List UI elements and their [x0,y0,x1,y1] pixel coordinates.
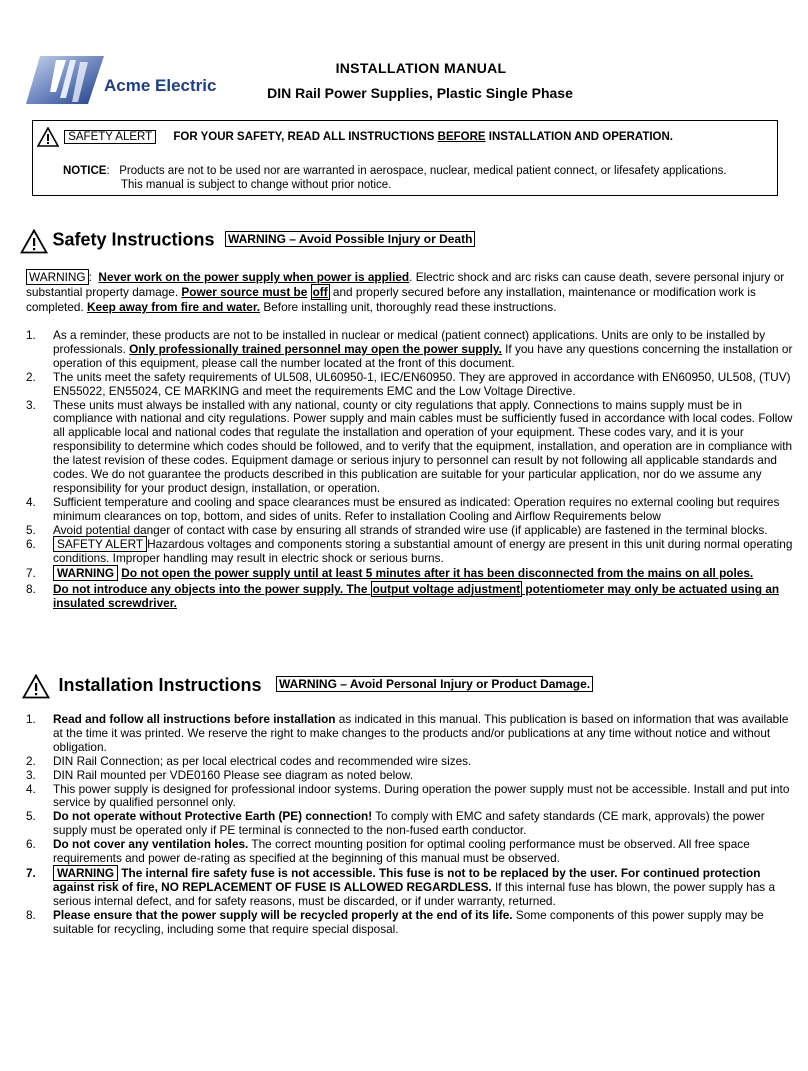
list-item [26,329,796,371]
intro-bold-1: Never work on the power supply when power is applied [98,270,410,284]
intro-text-1: . Electric shock and arc risks can cause death, severe personal injury or substantial property damage. [26,270,785,299]
list-item [26,371,796,399]
alert-text-pre: FOR YOUR SAFETY, READ ALL INSTRUCTIONS [173,131,438,144]
item-number: 6. [26,536,36,551]
item-text: Avoid potential danger of contact with case by ensuring all strands of stranded wire use (if applicable) are fastened in the terminal blocks. [53,522,768,537]
item-text: This power supply is designed for professional indoor systems. During operation the power supply must not be accessible. Install and put into service by qualified personnel only. [53,781,790,810]
intro-bold-3: Keep away from fire and water. [86,300,261,314]
item-number: 6. [26,837,36,852]
list-item [26,583,796,611]
item-text: Some components of this power supply may be suitable for recycling, including some that require special disposal. [53,907,764,936]
output-voltage-adjustment-label: output voltage adjustment [372,582,521,597]
item-bold: Do not cover any ventilation holes. [53,837,249,852]
notice-line-2: This manual is subject to change without prior notice. [121,179,392,191]
item-text: The units meet the safety requirements of UL508, UL60950-1, IEC/EN60950. They are approved in accordance with EN60950, UL508, (TUV) EN55022, EN55024, CE MARKING and meet the requirements EMC and the Low Voltage Directive. [53,369,791,398]
item-text: The correct mounting position for optimal cooling performance must be observed. All free space requirements and power de-rating as specified at the beginning of this manual must be observed. [53,837,750,866]
list-item [26,496,796,524]
list-item [26,867,796,909]
intro-bold-2: Power source must be [181,285,308,299]
safety-alert-box [32,120,778,196]
safety-heading-warning: WARNING – Avoid Possible Injury or Death [225,231,475,247]
item-number: 5. [26,809,36,824]
warning-badge: WARNING [53,865,118,881]
list-item [26,909,796,937]
document-subtitle: DIN Rail Power Supplies, Plastic Single Phase [267,85,573,101]
installation-heading-text: Installation Instructions [58,674,262,695]
notice-line-1: NOTICE: Products are not to be used nor are warranted in aerospace, nuclear, medical patient connect, or lifesafety applications. [63,165,727,177]
safety-list [26,329,796,611]
notice-label: NOTICE [63,165,107,177]
warning-badge: WARNING [26,269,89,285]
safety-alert-badge: SAFETY ALERT [64,130,156,144]
list-item [26,538,796,566]
installation-heading-warning: WARNING – Avoid Personal Injury or Product Damage. [276,676,593,692]
item-text: as indicated in this manual. This publication is based on information that was available at the time it was printed. We reserve the right to make changes to the products and/or publications at any time without notice and without obligation. [53,712,789,754]
item-bold: Do not introduce any objects into the power supply. The [53,582,371,597]
list-item [26,755,796,769]
intro-text-3: Before installing unit, thoroughly read these instructions. [260,300,557,314]
list-item [26,810,796,838]
intro-text-2: and properly secured before any installation, maintenance or modification work is completed. [26,285,756,314]
item-bold: Do not open the power supply until at least 5 minutes after it has been disconnected from the mains on all poles. [121,566,754,581]
installation-section-heading [22,674,593,699]
item-text: These units must always be installed with any national, county or city regulations that apply. Connections to mains supply must be in compliance with national and city regulations. Power supply and main cables must be sufficiently fused in accordance with local codes. Follow all applicable local and national codes that regulate the installation and operation of your equipment. These codes vary, and it is your responsibility to determine which codes should be followed, and to verify that the equipment, installation, and operation are in compliance with the latest revision of these codes. Equipment damage or serious injury to personnel can result by not following all applicable standards and codes. We do not guarantee the products described in this publication are suitable for your particular application, nor do we assume any responsibility for your product design, installation, or operation. [53,397,793,495]
logo-mark-icon [26,52,106,108]
list-item [26,713,796,755]
item-number: 3. [26,397,36,412]
item-bold: The internal fire safety fuse is not accessible. This fuse is not to be replaced by the user. For continued protection against risk of fire, NO REPLACEMENT OF FUSE IS ALLOWED REGARDLESS. [53,865,761,894]
safety-section-heading [20,229,475,254]
item-number: 8. [26,582,36,597]
item-text: If you have any questions concerning the installation or operation of this equipment, please call the number located at the front of this document. [53,341,793,370]
warning-triangle-icon [20,229,48,254]
item-number: 1. [26,328,36,342]
item-number: 2. [26,369,36,384]
item-number: 4. [26,781,36,796]
item-text: As a reminder, these products are not to be installed in nuclear or medical (patient connect) applications. Units are only to be installed by professionals. [53,328,766,356]
safety-intro-paragraph [26,270,791,315]
item-number: 7. [26,865,36,880]
list-item [26,399,796,496]
item-number: 4. [26,494,36,509]
item-number: 5. [26,522,36,537]
intro-colon: : [88,270,92,284]
notice-text-1: Products are not to be used nor are warranted in aerospace, nuclear, medical patient connect, or lifesafety applications. [119,165,727,177]
installation-list [26,713,796,937]
item-number: 1. [26,712,36,726]
list-item [26,769,796,783]
safety-heading-text: Safety Instructions [52,229,215,250]
document-title: INSTALLATION MANUAL [335,60,507,76]
warning-triangle-icon [22,674,50,699]
alert-text-post: INSTALLATION AND OPERATION. [485,131,673,144]
safety-alert-badge: SAFETY ALERT [53,536,147,552]
list-item [26,838,796,866]
item-text: To comply with EMC and safety standards (CE mark, approvals) the power supply must be operated only if PE terminal is connected to the non-fused earth conductor. [53,809,765,838]
list-item [26,783,796,811]
item-bold: Read and follow all instructions before installation [53,712,336,726]
item-bold: Please ensure that the power supply will be recycled properly at the end of its life. [53,907,513,922]
item-text: Sufficient temperature and cooling and space clearances must be ensured as indicated: Operation requires no external cooling but requires minimum clearances on top, bottom, and sides of units. Refer to installation Cooling and Airflow Requirements below [53,494,780,523]
item-number: 7. [26,566,36,581]
item-number: 3. [26,767,36,782]
company-logo [26,52,230,108]
item-number: 8. [26,907,36,922]
item-bold: potentiometer may only be actuated using an insulated screwdriver. [53,582,780,611]
intro-off: off [312,285,328,299]
safety-alert-line [37,127,673,147]
warning-triangle-icon [37,127,59,147]
item-bold: Only professionally trained personnel may open the power supply. [129,341,502,356]
item-bold: Do not operate without Protective Earth (PE) connection! [53,809,373,824]
warning-badge: WARNING [53,565,118,581]
item-text: DIN Rail mounted per VDE0160 Please see diagram as noted below. [53,767,414,782]
list-item [26,567,796,581]
alert-text-before: BEFORE [437,131,486,144]
item-number: 2. [26,753,36,768]
item-text: Hazardous voltages and components storing a substantial amount of energy are present in this unit during normal operating conditions. Improper handling may result in electric shock or serious burns. [53,536,793,565]
item-text: DIN Rail Connection; as per local electrical codes and recommended wire sizes. [53,753,472,768]
logo-brand-text: Acme Electric [104,76,217,95]
item-text: If this internal fuse has blown, the power supply has a serious internal defect, and for safety reasons, must be discarded, or if under warranty, returned. [53,879,776,908]
